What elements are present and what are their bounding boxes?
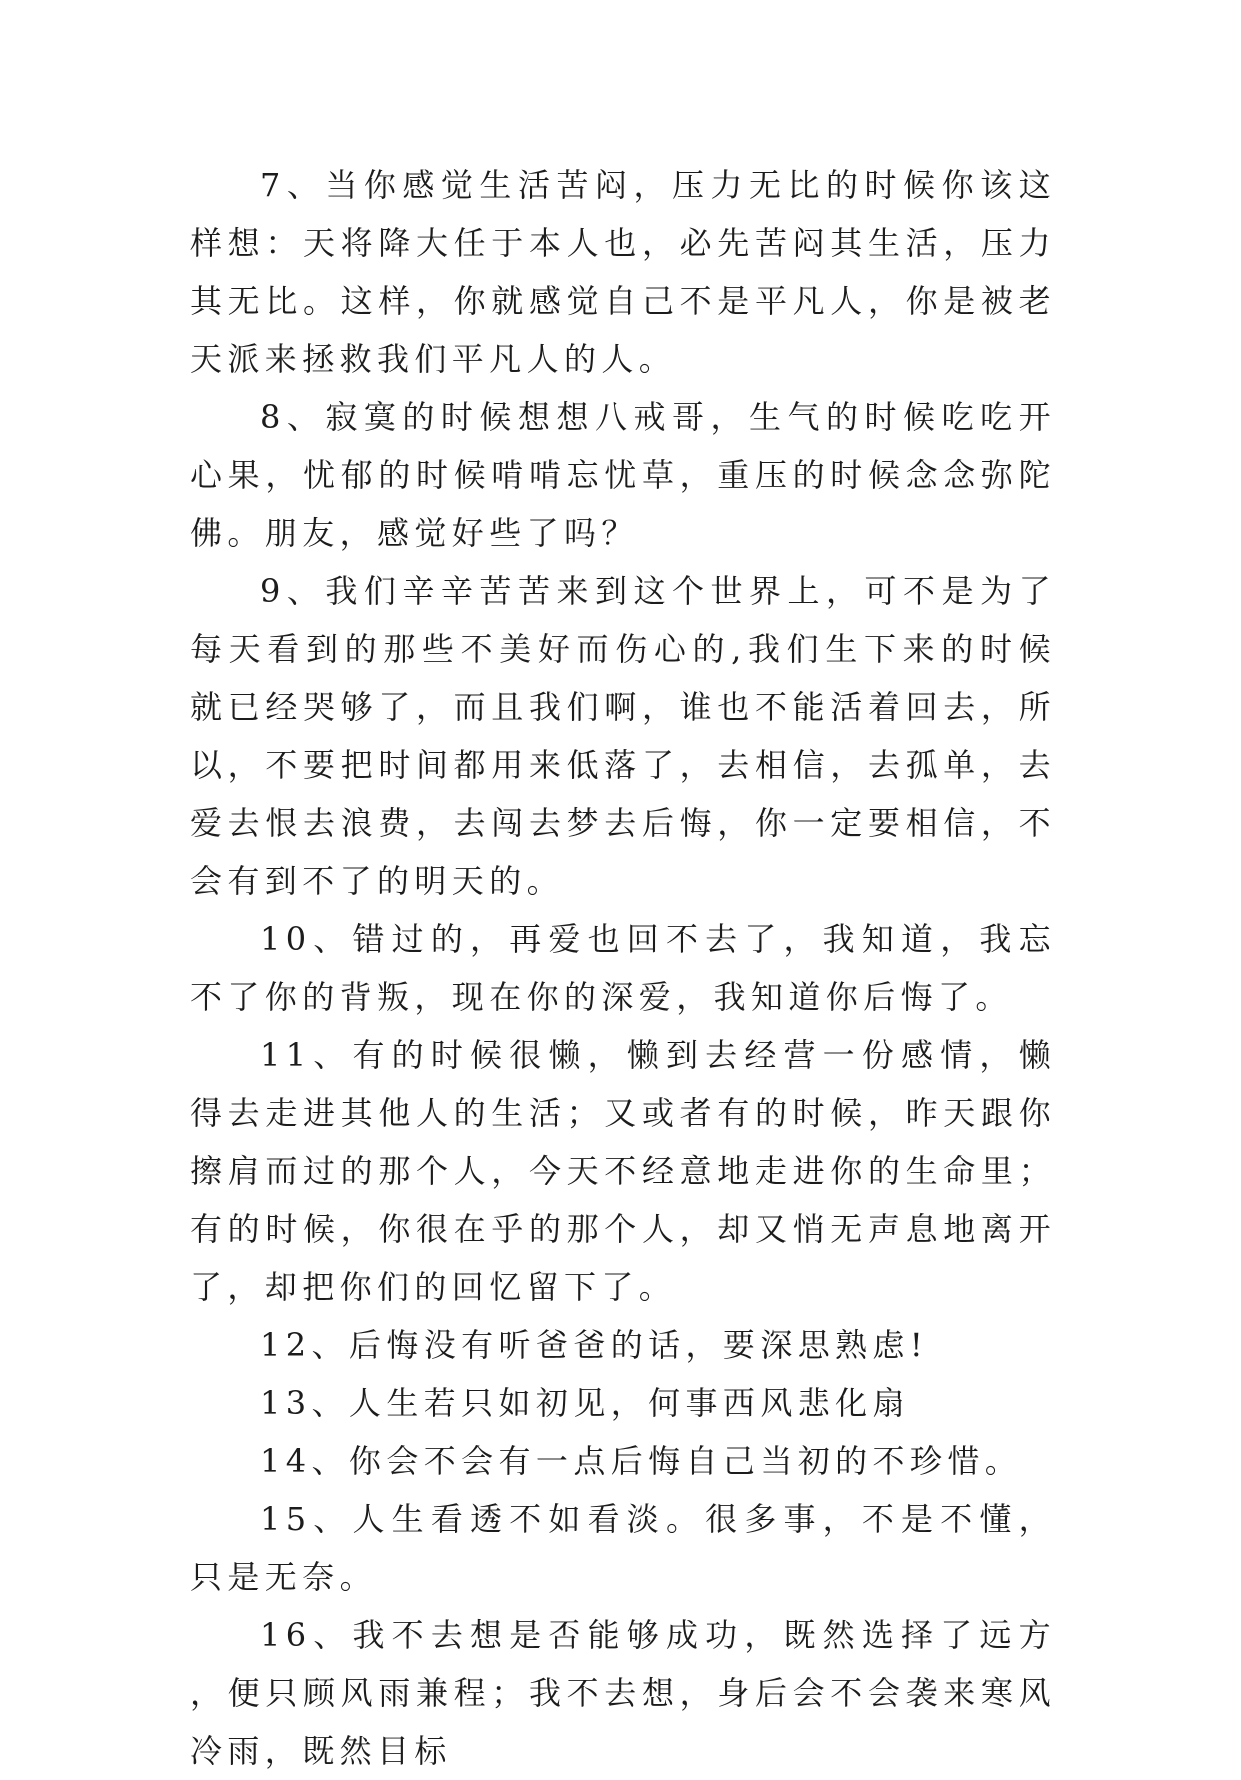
paragraph-14: 14、你会不会有一点后悔自己当初的不珍惜。 xyxy=(260,1442,1023,1480)
paragraph-15: 15、人生看透不如看淡。很多事，不是不懂，只是无奈。 xyxy=(190,1500,1056,1596)
paragraph-9: 9、我们辛辛苦苦来到这个世界上，可不是为了每天看到的那些不美好而伤心的,我们生下来的时候就已经哭够了，而且我们啊，谁也不能活着回去，所以，不要把时间都用来低落了，去相信，去孤单，去爱去恨去浪费，去闯去梦去后悔，你一定要相信，不会有到不了的明天的。 xyxy=(190,572,1056,900)
paragraph-8: 8、寂寞的时候想想八戒哥，生气的时候吃吃开心果，忧郁的时候啃啃忘忧草，重压的时候念念弥陀佛。朋友，感觉好些了吗？ xyxy=(190,398,1056,552)
document-body xyxy=(190,156,1056,1780)
paragraph-10: 10、错过的，再爱也回不去了，我知道，我忘不了你的背叛，现在你的深爱，我知道你后悔了。 xyxy=(190,920,1056,1016)
paragraph-12: 12、后悔没有听爸爸的话，要深思熟虑! xyxy=(260,1326,929,1364)
paragraph-13: 13、人生若只如初见，何事西风悲化扇 xyxy=(260,1384,910,1422)
paragraph-7: 7、当你感觉生活苦闷，压力无比的时候你该这样想：天将降大任于本人也，必先苦闷其生活，压力其无比。这样，你就感觉自己不是平凡人，你是被老天派来拯救我们平凡人的人。 xyxy=(190,166,1056,378)
paragraph-16: 16、我不去想是否能够成功，既然选择了远方，便只顾风雨兼程；我不去想，身后会不会袭来寒风冷雨，既然目标 xyxy=(190,1616,1056,1770)
paragraph-11: 11、有的时候很懒，懒到去经营一份感情，懒得去走进其他人的生活；又或者有的时候，昨天跟你擦肩而过的那个人，今天不经意地走进你的生命里；有的时候，你很在乎的那个人，却又悄无声息地离开了，却把你们的回忆留下了。 xyxy=(190,1036,1056,1306)
